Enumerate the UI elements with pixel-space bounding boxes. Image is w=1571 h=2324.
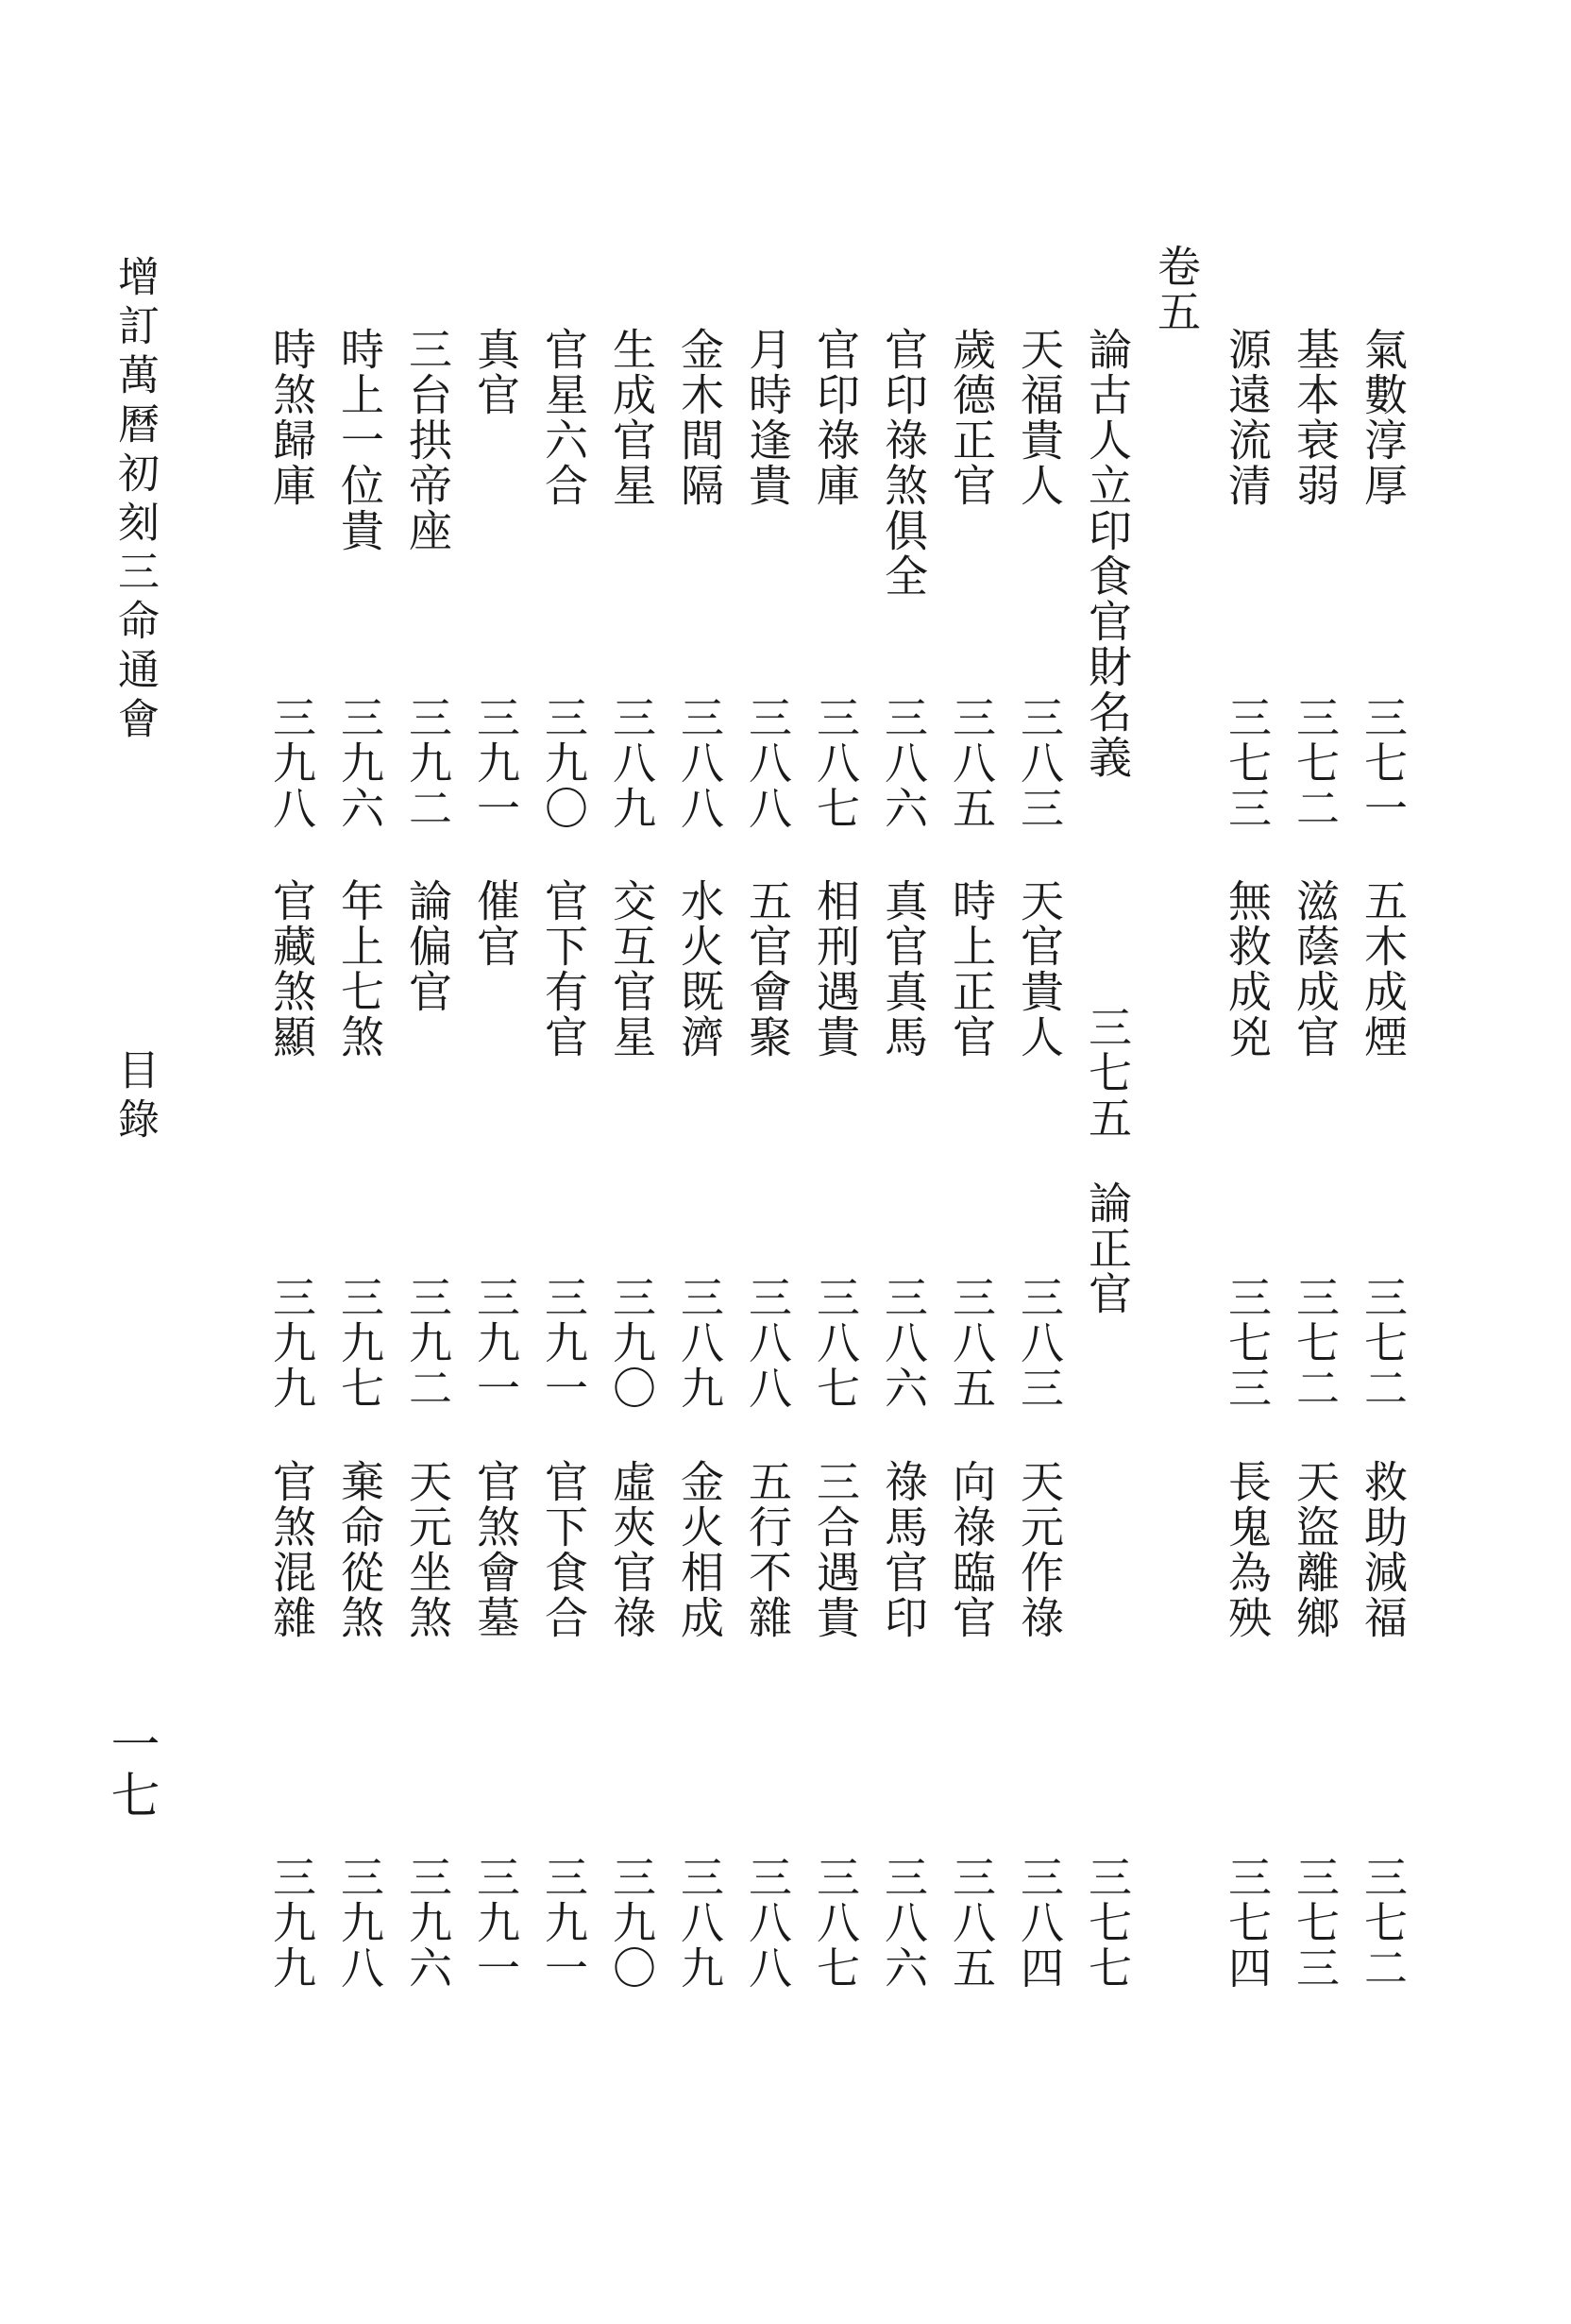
entry-page: 三七四 bbox=[1222, 1855, 1273, 1991]
entry-title: 金木間隔 bbox=[674, 327, 725, 508]
entry-page: 三八八 bbox=[742, 1855, 793, 1991]
entry-title: 五官會聚 bbox=[742, 878, 793, 1060]
entry-title: 天福貴人 bbox=[1014, 327, 1065, 508]
entry-title: 滋蔭成官 bbox=[1290, 878, 1341, 1060]
entry-page: 三八七 bbox=[810, 1855, 861, 1991]
entry-page: 三九八 bbox=[266, 695, 317, 831]
entry-page: 三八五 bbox=[946, 1855, 997, 1991]
volume-label: 卷五 bbox=[1151, 244, 1202, 334]
entry-page: 三七二 bbox=[1358, 1275, 1409, 1411]
entry-page: 三七三 bbox=[1222, 1275, 1273, 1411]
entry-title: 時煞歸庫 bbox=[266, 327, 317, 508]
entry-page: 三八八 bbox=[742, 695, 793, 831]
entry-page: 三九六 bbox=[402, 1855, 453, 1991]
heading-page: 三七五 bbox=[1082, 1005, 1133, 1141]
entry-title: 基本衰弱 bbox=[1290, 327, 1341, 508]
entry-page: 三九一 bbox=[538, 1855, 589, 1991]
entry-title: 相刑遇貴 bbox=[810, 878, 861, 1060]
entry-page: 三八七 bbox=[810, 1275, 861, 1411]
entry-title: 虛夾官祿 bbox=[606, 1459, 657, 1640]
entry-title: 天元作祿 bbox=[1014, 1459, 1065, 1640]
entry-title: 三合遇貴 bbox=[810, 1459, 861, 1640]
entry-title: 三台拱帝座 bbox=[402, 327, 453, 553]
entry-title: 氣數淳厚 bbox=[1358, 327, 1409, 508]
entry-title: 官印祿庫 bbox=[810, 327, 861, 508]
entry-page: 三八五 bbox=[946, 1275, 997, 1411]
entry-page: 三八八 bbox=[742, 1275, 793, 1411]
entry-page: 三九〇 bbox=[606, 1855, 657, 1991]
entry-title: 歲德正官 bbox=[946, 327, 997, 508]
entry-title: 官下食合 bbox=[538, 1459, 589, 1640]
entry-title: 真官 bbox=[470, 327, 521, 417]
entry-page: 三九一 bbox=[470, 695, 521, 831]
entry-page: 三九九 bbox=[266, 1855, 317, 1991]
entry-page: 三九一 bbox=[470, 1855, 521, 1991]
heading-sub-page: 三七七 bbox=[1082, 1855, 1133, 1991]
entry-page: 三八四 bbox=[1014, 1855, 1065, 1991]
section-label: 目錄 bbox=[110, 1048, 159, 1146]
entry-page: 三八九 bbox=[674, 1855, 725, 1991]
entry-page: 三九〇 bbox=[606, 1275, 657, 1411]
entry-title: 天元坐煞 bbox=[402, 1459, 453, 1640]
heading-sub: 論正官 bbox=[1082, 1180, 1133, 1316]
entry-page: 三九二 bbox=[402, 695, 453, 831]
entry-page: 三九八 bbox=[334, 1855, 385, 1991]
entry-title: 時上一位貴 bbox=[334, 327, 385, 553]
entry-title: 催官 bbox=[470, 878, 521, 969]
entry-title: 源遠流清 bbox=[1222, 327, 1273, 508]
entry-title: 年上七煞 bbox=[334, 878, 385, 1060]
entry-page: 三九二 bbox=[402, 1275, 453, 1411]
entry-title: 時上正官 bbox=[946, 878, 997, 1060]
entry-page: 三九一 bbox=[538, 1275, 589, 1411]
entry-title: 天官貴人 bbox=[1014, 878, 1065, 1060]
entry-page: 三八五 bbox=[946, 695, 997, 831]
entry-title: 五木成煙 bbox=[1358, 878, 1409, 1060]
entry-page: 三七二 bbox=[1290, 695, 1341, 831]
entry-title: 祿馬官印 bbox=[878, 1459, 929, 1640]
entry-title: 長鬼為殃 bbox=[1222, 1459, 1273, 1640]
entry-page: 三八九 bbox=[606, 695, 657, 831]
entry-page: 三九九 bbox=[266, 1275, 317, 1411]
entry-title: 官煞混雜 bbox=[266, 1459, 317, 1640]
entry-title: 天盜離鄉 bbox=[1290, 1459, 1341, 1640]
entry-page: 三八七 bbox=[810, 695, 861, 831]
entry-title: 棄命從煞 bbox=[334, 1459, 385, 1640]
entry-page: 三八八 bbox=[674, 695, 725, 831]
section-heading: 論古人立印食官財名義 bbox=[1082, 327, 1133, 780]
entry-page: 三八三 bbox=[1014, 695, 1065, 831]
entry-title: 向祿臨官 bbox=[946, 1459, 997, 1640]
page-number: 一七 bbox=[102, 1719, 159, 1821]
entry-title: 無救成兇 bbox=[1222, 878, 1273, 1060]
entry-page: 三九一 bbox=[470, 1275, 521, 1411]
entry-page: 三七三 bbox=[1222, 695, 1273, 831]
entry-title: 真官真馬 bbox=[878, 878, 929, 1060]
entry-page: 三八九 bbox=[674, 1275, 725, 1411]
entry-title: 官藏煞顯 bbox=[266, 878, 317, 1060]
entry-page: 三八六 bbox=[878, 1855, 929, 1991]
entry-title: 救助減福 bbox=[1358, 1459, 1409, 1640]
entry-page: 三八六 bbox=[878, 1275, 929, 1411]
entry-title: 官煞會墓 bbox=[470, 1459, 521, 1640]
entry-title: 金火相成 bbox=[674, 1459, 725, 1640]
entry-title: 論偏官 bbox=[402, 878, 453, 1014]
entry-page: 三八六 bbox=[878, 695, 929, 831]
entry-page: 三九六 bbox=[334, 695, 385, 831]
entry-title: 官下有官 bbox=[538, 878, 589, 1060]
entry-page: 三八三 bbox=[1014, 1275, 1065, 1411]
entry-page: 三九〇 bbox=[538, 695, 589, 831]
entry-title: 水火既濟 bbox=[674, 878, 725, 1060]
entry-page: 三七三 bbox=[1290, 1855, 1341, 1991]
entry-title: 五行不雜 bbox=[742, 1459, 793, 1640]
entry-title: 交互官星 bbox=[606, 878, 657, 1060]
entry-title: 官星六合 bbox=[538, 327, 589, 508]
entry-page: 三七二 bbox=[1358, 1855, 1409, 1991]
entry-page: 三九七 bbox=[334, 1275, 385, 1411]
entry-page: 三七二 bbox=[1290, 1275, 1341, 1411]
book-title: 增訂萬曆初刻三命通會 bbox=[110, 255, 159, 746]
entry-title: 月時逢貴 bbox=[742, 327, 793, 508]
entry-page: 三七一 bbox=[1358, 695, 1409, 831]
entry-title: 官印祿煞俱全 bbox=[878, 327, 929, 599]
entry-title: 生成官星 bbox=[606, 327, 657, 508]
